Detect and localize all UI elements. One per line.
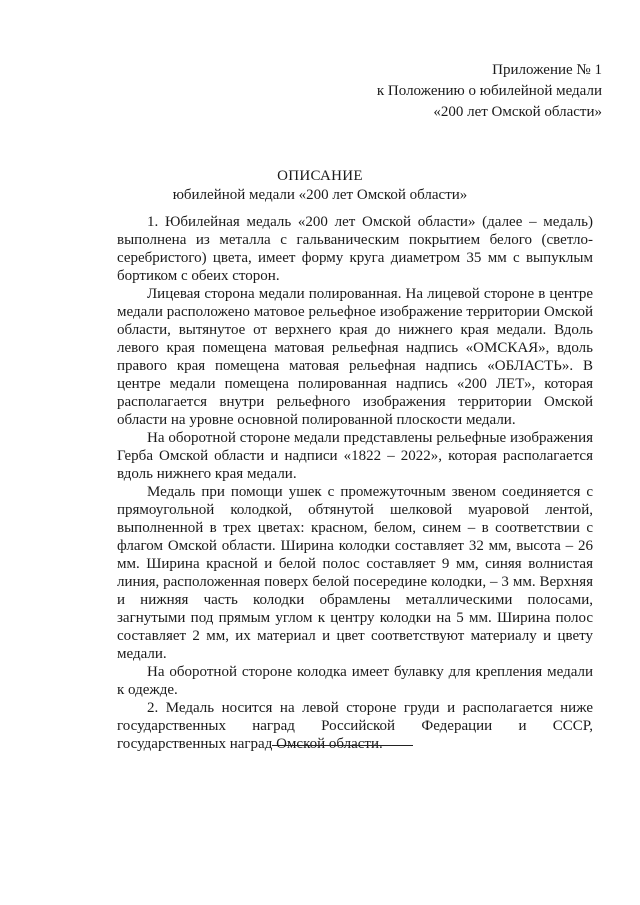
paragraph-2: Лицевая сторона медали полированная. На лицевой стороне в центре медали расположено матовое рельефное изображение территории Омской области, вытянутое от верхнего края до нижнего края медали. Вдоль левого края помещена матовая рельефная надпись «ОМСКАЯ», вдоль правого края помещена матовая рельефная надпись «ОБЛАСТЬ». В центре медали помещена полированная надпись «200 ЛЕТ», которая располагается внутри рельефного изображения территории Омской области на уровне основной полированной плоскости медали.: [117, 286, 593, 428]
document-subtitle: юбилейной медали «200 лет Омской области»: [172, 187, 468, 203]
paragraph-1: 1. Юбилейная медаль «200 лет Омской области» (далее – медаль) выполнена из металла с гальваническим покрытием белого (светло-серебристого) цвета, имеет форму круга диаметром 35 мм с выпуклым бортиком с обеих сторон.: [117, 214, 593, 284]
document-heading: [0, 167, 640, 205]
paragraph-4: Медаль при помощи ушек с промежуточным звеном соединяется с прямоугольной колодкой, обтянутой шелковой муаровой лентой, выполненной в трех цветах: красном, белом, синем – в соответствии с флагом Омской области. Ширина колодки составляет 32 мм, высота – 26 мм. Ширина красной и белой полос составляет 9 мм, синяя волнистая линия, расположенная поверх белой посередине колодки, – 3 мм. Верхняя и нижняя часть колодки обрамлены металлическими полосами, загнутыми под прямым углом к центру колодки на 5 мм. Ширина полос составляет 2 мм, их материал и цвет соответствуют материалу и цвету медали.: [117, 484, 593, 662]
document-body: [117, 213, 593, 753]
closing-separator-line: [272, 745, 413, 746]
paragraph-6: 2. Медаль носится на левой стороне груди и располагается ниже государственных наград Российской Федерации и СССР, государственных наград Омской области.: [117, 700, 593, 752]
attachment-reference: к Положению о юбилейной медали: [376, 83, 602, 99]
paragraph-3: На оборотной стороне медали представлены рельефные изображения Герба Омской области и надписи «1822 – 2022», которая располагается вдоль нижнего края медали.: [117, 430, 593, 482]
attachment-number: Приложение № 1: [492, 62, 602, 78]
attachment-medal-name: «200 лет Омской области»: [433, 104, 602, 120]
document-title: ОПИСАНИЕ: [277, 168, 363, 184]
paragraph-5: На оборотной стороне колодка имеет булавку для крепления медали к одежде.: [117, 664, 593, 698]
attachment-note: [377, 60, 602, 123]
